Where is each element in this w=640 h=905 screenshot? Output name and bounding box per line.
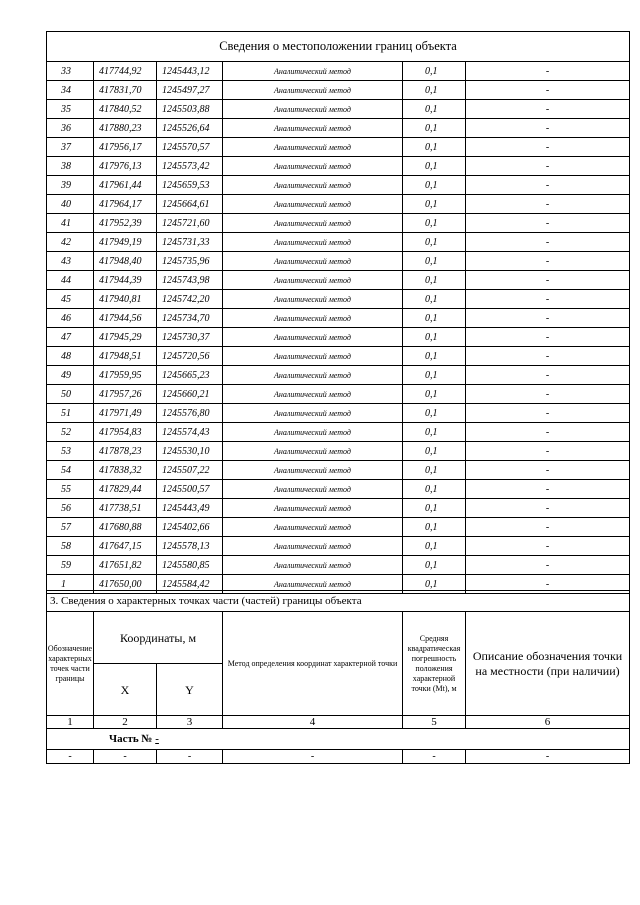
x-coordinate: 417650,00 (94, 575, 157, 594)
table-row (47, 290, 630, 309)
precision-cell: 0,1 (403, 366, 466, 385)
point-number: 57 (47, 518, 94, 537)
table-row (47, 480, 630, 499)
method-cell: Аналитический метод (223, 366, 403, 385)
precision-cell: 0,1 (403, 81, 466, 100)
y-coordinate: 1245526,64 (157, 119, 223, 138)
precision-cell: 0,1 (403, 385, 466, 404)
y-coordinate: 1245576,80 (157, 404, 223, 423)
table-row (47, 81, 630, 100)
y-coordinate: 1245665,23 (157, 366, 223, 385)
table-row (47, 62, 630, 81)
point-number: 59 (47, 556, 94, 575)
point-number: 43 (47, 252, 94, 271)
y-coordinate: 1245735,96 (157, 252, 223, 271)
precision-cell: 0,1 (403, 252, 466, 271)
table-row (47, 119, 630, 138)
precision-cell: 0,1 (403, 195, 466, 214)
method-cell: Аналитический метод (223, 385, 403, 404)
description-cell: - (466, 480, 630, 499)
precision-cell: 0,1 (403, 537, 466, 556)
table-row (47, 100, 630, 119)
empty-data-row (47, 750, 630, 764)
description-cell: - (466, 385, 630, 404)
method-cell: Аналитический метод (223, 214, 403, 233)
y-coordinate: 1245402,66 (157, 518, 223, 537)
x-coordinate: 417680,88 (94, 518, 157, 537)
point-number: 48 (47, 347, 94, 366)
description-cell: - (466, 233, 630, 252)
y-coordinate: 1245664,61 (157, 195, 223, 214)
method-cell: Аналитический метод (223, 100, 403, 119)
description-cell: - (466, 157, 630, 176)
method-cell: Аналитический метод (223, 252, 403, 271)
description-cell: - (466, 347, 630, 366)
y-coordinate: 1245443,49 (157, 499, 223, 518)
x-coordinate: 417948,40 (94, 252, 157, 271)
description-cell: - (466, 575, 630, 594)
y-coordinate: 1245507,22 (157, 461, 223, 480)
method-cell: Аналитический метод (223, 404, 403, 423)
y-coordinate: 1245734,70 (157, 309, 223, 328)
y-coordinate: 1245443,12 (157, 62, 223, 81)
x-coordinate: 417954,83 (94, 423, 157, 442)
y-coordinate: 1245659,53 (157, 176, 223, 195)
y-coordinate: 1245584,42 (157, 575, 223, 594)
table-row (47, 537, 630, 556)
y-coordinate: 1245720,56 (157, 347, 223, 366)
point-number: 36 (47, 119, 94, 138)
x-coordinate: 417944,56 (94, 309, 157, 328)
method-header: Метод определения координат характерной точки (223, 612, 403, 716)
precision-cell: 0,1 (403, 518, 466, 537)
description-cell: - (466, 366, 630, 385)
column-number: 3 (157, 716, 223, 729)
description-cell: - (466, 518, 630, 537)
method-cell: Аналитический метод (223, 575, 403, 594)
section3-table (46, 590, 630, 764)
column-number: 6 (466, 716, 630, 729)
x-coordinate: 417961,44 (94, 176, 157, 195)
point-number: 37 (47, 138, 94, 157)
part-label-cell (47, 729, 630, 750)
y-coordinate: 1245730,37 (157, 328, 223, 347)
table-row (47, 328, 630, 347)
coordinates-header: Координаты, м (94, 612, 223, 664)
method-cell: Аналитический метод (223, 81, 403, 100)
table-row (47, 347, 630, 366)
precision-cell: 0,1 (403, 100, 466, 119)
method-cell: Аналитический метод (223, 556, 403, 575)
description-cell: - (466, 271, 630, 290)
table-row (47, 499, 630, 518)
method-cell: Аналитический метод (223, 233, 403, 252)
point-number: 56 (47, 499, 94, 518)
table-row (47, 252, 630, 271)
precision-cell: 0,1 (403, 271, 466, 290)
column-numbers-row (47, 716, 630, 729)
x-coordinate: 417964,17 (94, 195, 157, 214)
precision-cell: 0,1 (403, 347, 466, 366)
x-coordinate: 417840,52 (94, 100, 157, 119)
table-row (47, 309, 630, 328)
description-cell: - (466, 328, 630, 347)
table-row (47, 556, 630, 575)
x-coordinate: 417971,49 (94, 404, 157, 423)
point-number: 42 (47, 233, 94, 252)
point-number: 34 (47, 81, 94, 100)
description-header: Описание обозначения точки на местности (при наличии) (466, 612, 630, 716)
point-number: 46 (47, 309, 94, 328)
precision-cell: 0,1 (403, 62, 466, 81)
part-label: Часть № (109, 733, 153, 745)
point-number: 44 (47, 271, 94, 290)
empty-cell: - (94, 750, 157, 764)
method-cell: Аналитический метод (223, 176, 403, 195)
precision-cell: 0,1 (403, 442, 466, 461)
x-coordinate: 417829,44 (94, 480, 157, 499)
x-header: X (94, 664, 157, 716)
table-row (47, 442, 630, 461)
y-coordinate: 1245742,20 (157, 290, 223, 309)
part-row (47, 729, 630, 750)
method-cell: Аналитический метод (223, 518, 403, 537)
method-cell: Аналитический метод (223, 195, 403, 214)
empty-cell: - (223, 750, 403, 764)
empty-cell: - (466, 750, 630, 764)
point-number: 40 (47, 195, 94, 214)
section3-heading: 3. Сведения о характерных точках части (частей) границы объекта (47, 591, 630, 612)
x-coordinate: 417838,32 (94, 461, 157, 480)
method-cell: Аналитический метод (223, 442, 403, 461)
precision-cell: 0,1 (403, 556, 466, 575)
table-row (47, 214, 630, 233)
precision-cell: 0,1 (403, 138, 466, 157)
description-cell: - (466, 461, 630, 480)
method-cell: Аналитический метод (223, 138, 403, 157)
empty-cell: - (403, 750, 466, 764)
table-title: Сведения о местоположении границ объекта (47, 32, 630, 62)
description-cell: - (466, 81, 630, 100)
description-cell: - (466, 176, 630, 195)
point-number: 58 (47, 537, 94, 556)
method-cell: Аналитический метод (223, 62, 403, 81)
description-cell: - (466, 442, 630, 461)
x-coordinate: 417952,39 (94, 214, 157, 233)
y-coordinate: 1245578,13 (157, 537, 223, 556)
description-cell: - (466, 195, 630, 214)
x-coordinate: 417940,81 (94, 290, 157, 309)
precision-cell: 0,1 (403, 157, 466, 176)
precision-cell: 0,1 (403, 214, 466, 233)
y-coordinate: 1245743,98 (157, 271, 223, 290)
description-cell: - (466, 138, 630, 157)
table-row (47, 461, 630, 480)
part-value: - (155, 733, 159, 745)
precision-cell: 0,1 (403, 404, 466, 423)
method-cell: Аналитический метод (223, 499, 403, 518)
description-cell: - (466, 309, 630, 328)
point-number: 45 (47, 290, 94, 309)
precision-cell: 0,1 (403, 290, 466, 309)
table-row (47, 195, 630, 214)
y-coordinate: 1245574,43 (157, 423, 223, 442)
precision-cell: 0,1 (403, 480, 466, 499)
table-row (47, 157, 630, 176)
x-coordinate: 417956,17 (94, 138, 157, 157)
method-cell: Аналитический метод (223, 347, 403, 366)
y-coordinate: 1245530,10 (157, 442, 223, 461)
x-coordinate: 417647,15 (94, 537, 157, 556)
x-coordinate: 417944,39 (94, 271, 157, 290)
table-row (47, 271, 630, 290)
method-cell: Аналитический метод (223, 328, 403, 347)
x-coordinate: 417744,92 (94, 62, 157, 81)
description-cell: - (466, 537, 630, 556)
description-cell: - (466, 214, 630, 233)
description-cell: - (466, 100, 630, 119)
description-cell: - (466, 499, 630, 518)
column-number: 5 (403, 716, 466, 729)
table-row (47, 423, 630, 442)
header-row-1 (47, 612, 630, 664)
x-coordinate: 417948,51 (94, 347, 157, 366)
empty-cell: - (157, 750, 223, 764)
description-cell: - (466, 556, 630, 575)
precision-cell: 0,1 (403, 309, 466, 328)
y-coordinate: 1245731,33 (157, 233, 223, 252)
point-number: 52 (47, 423, 94, 442)
point-number: 55 (47, 480, 94, 499)
precision-cell: 0,1 (403, 176, 466, 195)
section3-heading-row (47, 591, 630, 612)
table-row (47, 518, 630, 537)
table-row (47, 366, 630, 385)
point-number: 54 (47, 461, 94, 480)
y-coordinate: 1245497,27 (157, 81, 223, 100)
method-cell: Аналитический метод (223, 423, 403, 442)
point-number: 49 (47, 366, 94, 385)
x-coordinate: 417949,19 (94, 233, 157, 252)
table-row (47, 404, 630, 423)
table-title-row (47, 32, 630, 62)
precision-cell: 0,1 (403, 233, 466, 252)
point-number: 53 (47, 442, 94, 461)
column-number: 2 (94, 716, 157, 729)
y-header: Y (157, 664, 223, 716)
description-cell: - (466, 119, 630, 138)
precision-cell: 0,1 (403, 119, 466, 138)
precision-cell: 0,1 (403, 423, 466, 442)
x-coordinate: 417878,23 (94, 442, 157, 461)
y-coordinate: 1245573,42 (157, 157, 223, 176)
point-number: 33 (47, 62, 94, 81)
y-coordinate: 1245503,88 (157, 100, 223, 119)
y-coordinate: 1245580,85 (157, 556, 223, 575)
table-row (47, 233, 630, 252)
y-coordinate: 1245500,57 (157, 480, 223, 499)
table-row (47, 138, 630, 157)
x-coordinate: 417959,95 (94, 366, 157, 385)
point-number: 35 (47, 100, 94, 119)
method-cell: Аналитический метод (223, 461, 403, 480)
table-row (47, 385, 630, 404)
x-coordinate: 417976,13 (94, 157, 157, 176)
empty-cell: - (47, 750, 94, 764)
x-coordinate: 417880,23 (94, 119, 157, 138)
description-cell: - (466, 62, 630, 81)
description-cell: - (466, 423, 630, 442)
x-coordinate: 417945,29 (94, 328, 157, 347)
precision-header: Средняя квадратическая погрешность положения характерной точки (Mt), м (403, 612, 466, 716)
precision-cell: 0,1 (403, 461, 466, 480)
table-row (47, 176, 630, 195)
precision-cell: 0,1 (403, 499, 466, 518)
description-cell: - (466, 252, 630, 271)
precision-cell: 0,1 (403, 575, 466, 594)
designation-header: Обозначение характерных точек части границы (47, 612, 94, 716)
column-number: 1 (47, 716, 94, 729)
method-cell: Аналитический метод (223, 290, 403, 309)
point-number: 41 (47, 214, 94, 233)
method-cell: Аналитический метод (223, 480, 403, 499)
description-cell: - (466, 290, 630, 309)
column-number: 4 (223, 716, 403, 729)
point-number: 50 (47, 385, 94, 404)
point-number: 51 (47, 404, 94, 423)
point-number: 1 (47, 575, 94, 594)
y-coordinate: 1245660,21 (157, 385, 223, 404)
x-coordinate: 417957,26 (94, 385, 157, 404)
y-coordinate: 1245570,57 (157, 138, 223, 157)
precision-cell: 0,1 (403, 328, 466, 347)
method-cell: Аналитический метод (223, 309, 403, 328)
method-cell: Аналитический метод (223, 157, 403, 176)
point-number: 39 (47, 176, 94, 195)
x-coordinate: 417651,82 (94, 556, 157, 575)
method-cell: Аналитический метод (223, 119, 403, 138)
y-coordinate: 1245721,60 (157, 214, 223, 233)
point-number: 38 (47, 157, 94, 176)
x-coordinate: 417831,70 (94, 81, 157, 100)
x-coordinate: 417738,51 (94, 499, 157, 518)
point-number: 47 (47, 328, 94, 347)
method-cell: Аналитический метод (223, 271, 403, 290)
description-cell: - (466, 404, 630, 423)
boundary-coordinates-table (46, 31, 630, 594)
method-cell: Аналитический метод (223, 537, 403, 556)
